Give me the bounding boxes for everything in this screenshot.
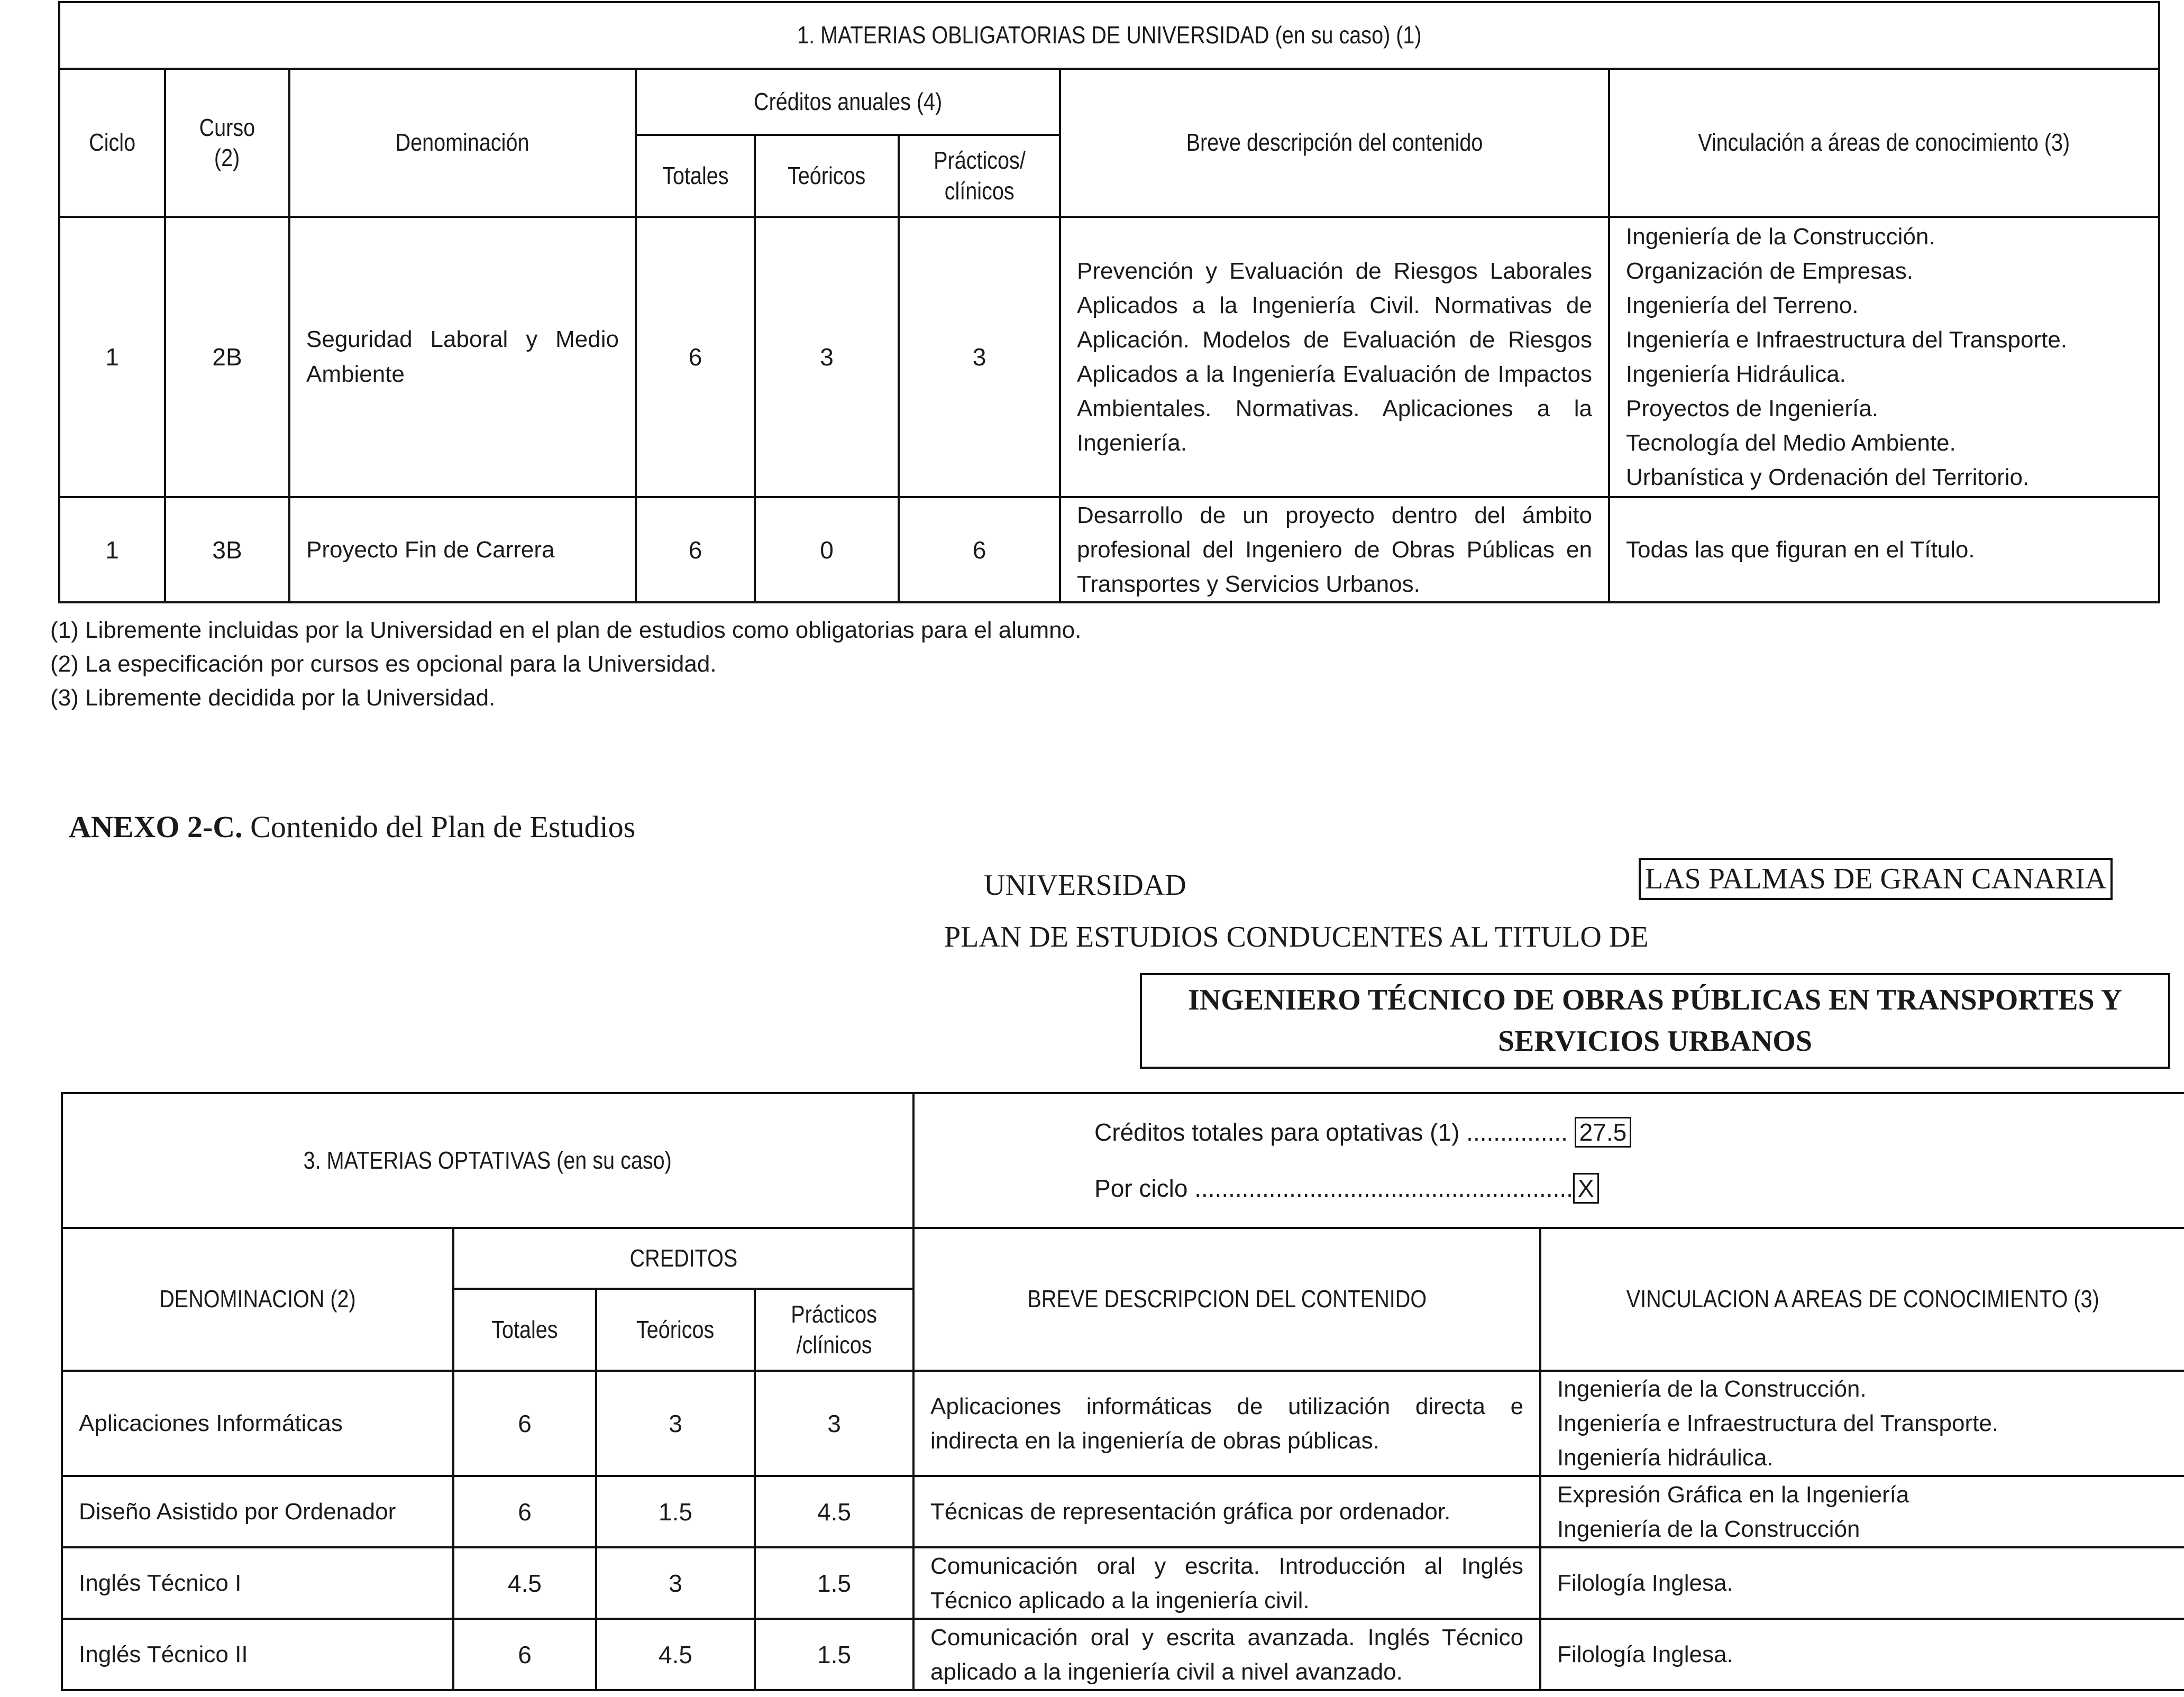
col-header-curso: Curso (2) [165,69,289,217]
por-ciclo-label: Por ciclo ........................................................ [1094,1174,1573,1202]
col-header-teoricos: Teóricos [755,135,899,217]
universidad-label: UNIVERSIDAD [984,869,1186,902]
area-item: Ingeniería e Infraestructura del Transporte. [1557,1410,1999,1437]
area-item: Ingeniería de la Construcción. [1557,1376,1867,1402]
cell-descripcion: Comunicación oral y escrita avanzada. Inglés Técnico aplicado a la ingeniería civil a nivel avanzado. [913,1619,1540,1690]
cell-curso: 3B [165,497,289,602]
cell-descripcion: Aplicaciones informáticas de utilización directa e indirecta en la ingeniería de obras públicas. [913,1371,1540,1476]
col-header-creditos: CREDITOS [453,1228,913,1289]
cell-denominacion: Diseño Asistido por Ordenador [62,1476,453,1547]
col-header-descripcion: BREVE DESCRIPCION DEL CONTENIDO [913,1228,1540,1371]
col-header-vinculacion: Vinculación a áreas de conocimiento (3) [1609,69,2159,217]
cell-totales: 6 [636,217,755,497]
cell-teoricos: 1.5 [596,1476,755,1547]
cell-descripcion: Prevención y Evaluación de Riesgos Laborales Aplicados a la Ingeniería Civil. Normativas de Aplicación. Modelos de Evaluación de Riesgos Aplicados a la Ingeniería Evaluación de Impactos Ambientales. Normativas. Aplicaciones a la Ingeniería. [1060,217,1609,497]
cell-teoricos: 3 [755,217,899,497]
table1-title: 1. MATERIAS OBLIGATORIAS DE UNIVERSIDAD (en su caso) (1) [59,2,2159,69]
optativas-table [61,1092,2184,1691]
cell-areas [1540,1619,2184,1690]
creditos-totales-line [1094,1105,2184,1161]
col-header-practicos: Prácticos /clínicos [755,1289,913,1371]
footnote-1: (1) Libremente incluidas por la Universidad en el plan de estudios como obligatorias para el alumno. [50,617,1082,643]
footnote-3: (3) Libremente decidida por la Universidad. [50,684,496,711]
area-item: Ingeniería e Infraestructura del Transporte. [1626,326,2068,353]
cell-practicos: 4.5 [755,1476,913,1547]
area-item: Ingeniería de la Construcción [1557,1516,1860,1542]
cell-practicos: 6 [899,497,1060,602]
table-row [62,1371,2184,1476]
cell-teoricos: 4.5 [596,1619,755,1690]
footnotes [50,613,1081,714]
cell-ciclo: 1 [59,497,165,602]
area-item: Organización de Empresas. [1626,258,1913,284]
area-item: Expresión Gráfica en la Ingeniería [1557,1481,1909,1508]
col-header-totales: Totales [453,1289,596,1371]
area-item: Filología Inglesa. [1557,1641,1733,1668]
anexo-text: Contenido del Plan de Estudios [242,810,636,844]
cell-descripcion: Desarrollo de un proyecto dentro del ámbito profesional del Ingeniero de Obras Públicas en Transportes y Servicios Urbanos. [1060,497,1609,602]
cell-denominacion: Proyecto Fin de Carrera [289,497,636,602]
cell-teoricos: 3 [596,1371,755,1476]
area-item: Todas las que figuran en el Título. [1626,537,1975,563]
table-row [62,1547,2184,1619]
cell-denominacion: Seguridad Laboral y Medio Ambiente [289,217,636,497]
titulo-line-1: INGENIERO TÉCNICO DE OBRAS PÚBLICAS EN TRANSPORTES Y [1187,984,2123,1016]
col-header-denominacion: DENOMINACION (2) [62,1228,453,1371]
area-item: Ingeniería hidráulica. [1557,1445,1774,1471]
cell-totales: 6 [453,1371,596,1476]
col-header-descripcion: Breve descripción del contenido [1060,69,1609,217]
area-item: Urbanística y Ordenación del Territorio. [1626,464,2030,491]
table-row [62,1619,2184,1690]
creditos-totales-label: Créditos totales para optativas (1) ............... [1094,1118,1568,1146]
cell-totales: 6 [453,1619,596,1690]
col-header-teoricos: Teóricos [596,1289,755,1371]
footnote-2: (2) La especificación por cursos es opcional para la Universidad. [50,650,717,677]
cell-areas [1540,1547,2184,1619]
universidad-value: LAS PALMAS DE GRAN CANARIA [1639,858,2113,900]
area-item: Tecnología del Medio Ambiente. [1626,430,1956,456]
cell-areas [1540,1476,2184,1547]
obligatorias-table [58,1,2160,603]
area-item: Ingeniería de la Construcción. [1626,223,1935,250]
table-row [59,497,2159,602]
cell-denominacion: Inglés Técnico I [62,1547,453,1619]
cell-practicos: 3 [899,217,1060,497]
cell-teoricos: 0 [755,497,899,602]
col-header-denominacion: Denominación [289,69,636,217]
cell-totales: 6 [453,1476,596,1547]
cell-denominacion: Inglés Técnico II [62,1619,453,1690]
cell-areas [1609,217,2159,497]
col-header-creditos: Créditos anuales (4) [636,69,1060,135]
area-item: Ingeniería Hidráulica. [1626,361,1846,387]
cell-practicos: 3 [755,1371,913,1476]
cell-areas [1609,497,2159,602]
area-item: Ingeniería del Terreno. [1626,292,1859,318]
col-header-vinculacion: VINCULACION A AREAS DE CONOCIMIENTO (3) [1540,1228,2184,1371]
col-header-totales: Totales [636,135,755,217]
cell-practicos: 1.5 [755,1547,913,1619]
cell-practicos: 1.5 [755,1619,913,1690]
cell-descripcion: Comunicación oral y escrita. Introducción al Inglés Técnico aplicado a la ingeniería civil. [913,1547,1540,1619]
titulo-box [1140,973,2170,1069]
cell-curso: 2B [165,217,289,497]
col-header-practicos: Prácticos/ clínicos [899,135,1060,217]
cell-areas [1540,1371,2184,1476]
col-header-ciclo: Ciclo [59,69,165,217]
area-item: Proyectos de Ingeniería. [1626,396,1878,422]
creditos-totales-block [913,1093,2184,1228]
creditos-totales-value: 27.5 [1575,1117,1632,1148]
cell-descripcion: Técnicas de representación gráfica por ordenador. [913,1476,1540,1547]
cell-totales: 4.5 [453,1547,596,1619]
table3-title: 3. MATERIAS OPTATIVAS (en su caso) [62,1093,913,1228]
table-row [62,1476,2184,1547]
cell-totales: 6 [636,497,755,602]
cell-ciclo: 1 [59,217,165,497]
anexo-label: ANEXO 2-C. [69,810,243,844]
area-item: Filología Inglesa. [1557,1570,1733,1597]
table-row [59,217,2159,497]
por-ciclo-line [1094,1161,2184,1217]
cell-denominacion: Aplicaciones Informáticas [62,1371,453,1476]
plan-line: PLAN DE ESTUDIOS CONDUCENTES AL TITULO DE [944,921,1649,953]
anexo-heading [69,809,635,845]
titulo-line-2: SERVICIOS URBANOS [1498,1025,1812,1058]
por-ciclo-value: X [1573,1173,1599,1204]
cell-teoricos: 3 [596,1547,755,1619]
